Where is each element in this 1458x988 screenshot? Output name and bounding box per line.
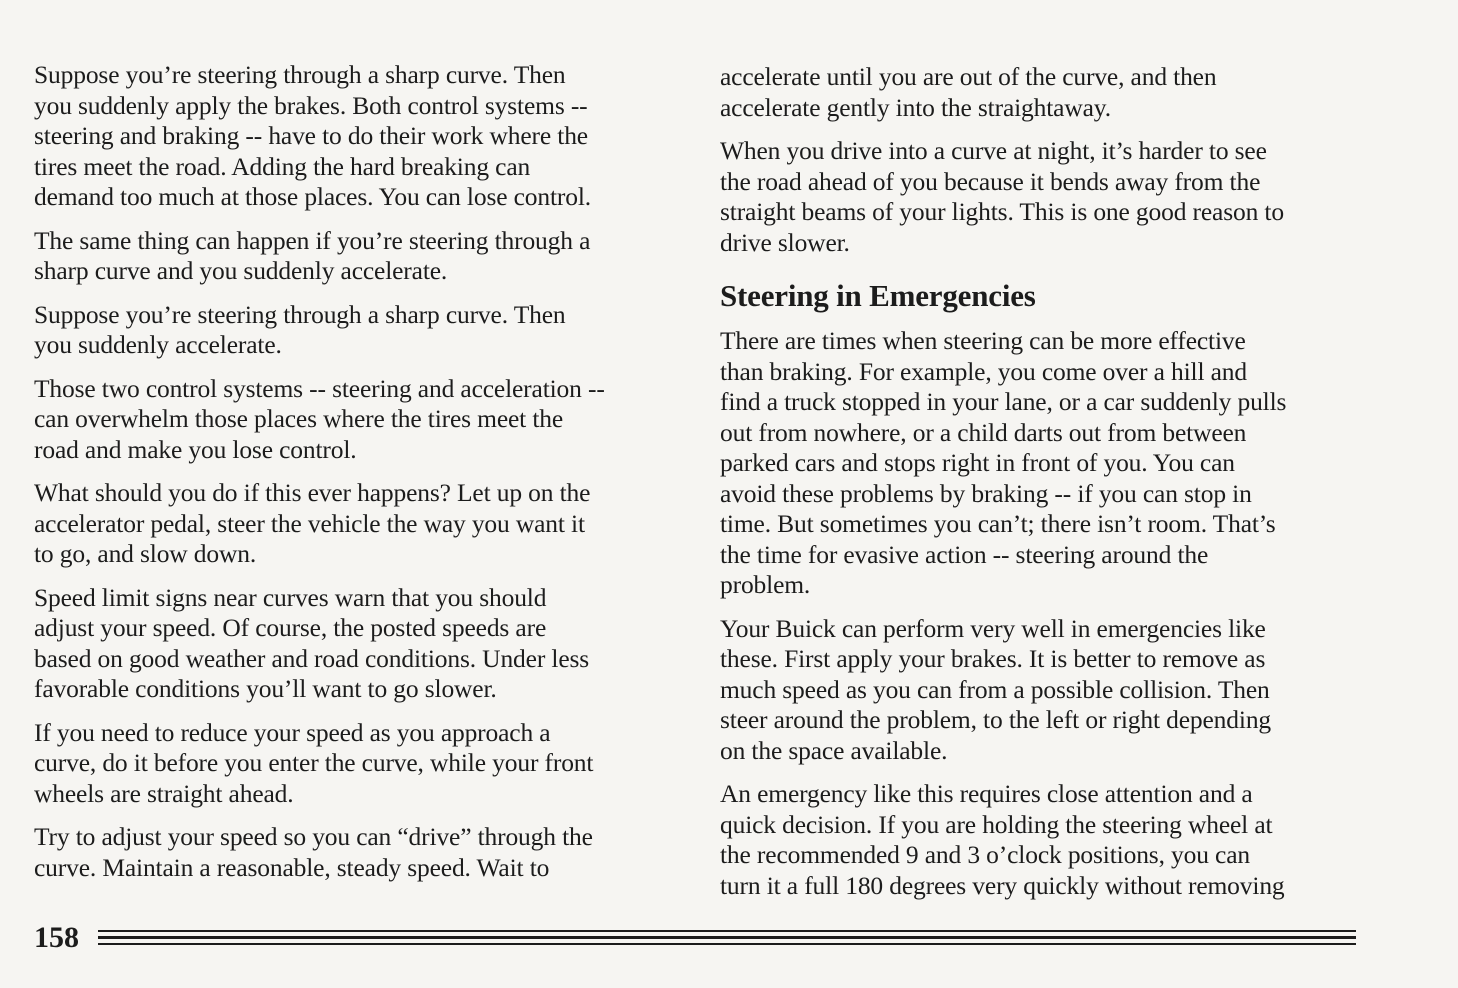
text-line: curve, do it before you enter the curve, while your front [34,748,594,777]
text-line: curve. Maintain a reasonable, steady speed. Wait to [34,852,550,882]
right-column [720,62,1360,914]
page-number: 158 [34,921,79,954]
text-line: you suddenly accelerate. [34,330,282,359]
text-line: Those two control systems -- steering and acceleration -- [34,373,605,403]
text-line: these. First apply your brakes. It is better to remove as [720,644,1266,673]
paragraph [34,822,674,883]
text-line: based on good weather and road conditions. Under less [34,643,590,673]
text-line: quick decision. If you are holding the steering wheel at [720,809,1273,839]
page-footer [34,918,1356,958]
paragraph [34,583,674,705]
text-line: accelerator pedal, steer the vehicle the way you want it [34,508,585,538]
text-line: on the space available. [720,735,948,765]
paragraph [720,779,1360,901]
text-line: accelerate gently into the straightaway. [720,92,1111,122]
footer-rule [98,943,1356,945]
text-line: out from nowhere, or a child darts out from between [720,417,1247,447]
footer-rule [98,930,1356,932]
text-line: Your Buick can perform very well in emergencies like [720,613,1266,643]
paragraph [720,62,1360,123]
text-line: If you need to reduce your speed as you approach a [34,717,551,747]
text-line: the road ahead of you because it bends away from the [720,166,1261,196]
text-line: avoid these problems by braking -- if you can stop in [720,478,1252,508]
text-line: straight beams of your lights. This is one good reason to [720,197,1284,226]
paragraph [720,614,1360,767]
paragraph [34,300,674,361]
text-line: What should you do if this ever happens? Let up on the [34,478,591,507]
text-line: Suppose you’re steering through a sharp curve. Then [34,299,566,329]
text-line: When you drive into a curve at night, it’s harder to see [720,136,1267,165]
paragraph [34,478,674,570]
paragraph [34,718,674,810]
text-line: turn it a full 180 degrees very quickly without removing [720,870,1285,900]
text-line: problem. [720,570,811,599]
text-line: to go, and slow down. [34,539,257,568]
text-line: time. But sometimes you can’t; there isn’t room. That’s [720,509,1276,538]
text-line: accelerate until you are out of the curve, and then [720,62,1217,91]
text-line: drive slower. [720,227,850,257]
text-line: sharp curve and you suddenly accelerate. [34,256,448,285]
text-line: find a truck stopped in your lane, or a car suddenly pulls [720,387,1287,416]
left-column [34,60,674,896]
text-line: An emergency like this requires close attention and a [720,779,1253,808]
text-line: much speed as you can from a possible collision. Then [720,674,1270,704]
paragraph [34,374,674,466]
paragraph [34,60,674,213]
paragraph [720,136,1360,258]
text-line: steering and braking -- have to do their work where the [34,121,588,150]
text-line: adjust your speed. Of course, the posted speeds are [34,613,547,642]
text-line: Try to adjust your speed so you can “drive” through the [34,822,593,851]
text-line: There are times when steering can be more effective [720,326,1246,355]
paragraph [720,326,1360,601]
text-line: the recommended 9 and 3 o’clock positions, you can [720,840,1250,869]
text-line: the time for evasive action -- steering around the [720,539,1209,569]
section-heading: Steering in Emergencies [720,278,1036,313]
text-line: parked cars and stops right in front of you. You can [720,448,1235,477]
footer-rule [98,936,1356,939]
text-line: favorable conditions you’ll want to go slower. [34,674,497,703]
text-line: demand too much at those places. You can lose control. [34,182,592,211]
text-line: The same thing can happen if you’re steering through a [34,225,591,255]
text-line: Speed limit signs near curves warn that you should [34,582,547,612]
text-line: Suppose you’re steering through a sharp curve. Then [34,60,566,89]
text-line: tires meet the road. Adding the hard breaking can [34,151,531,181]
text-line: wheels are straight ahead. [34,778,294,808]
text-line: can overwhelm those places where the tires meet the [34,404,564,433]
paragraph [34,226,674,287]
text-line: road and make you lose control. [34,434,357,464]
text-line: steer around the problem, to the left or right depending [720,705,1272,734]
text-line: you suddenly apply the brakes. Both control systems -- [34,90,588,120]
text-line: than braking. For example, you come over a hill and [720,356,1247,386]
